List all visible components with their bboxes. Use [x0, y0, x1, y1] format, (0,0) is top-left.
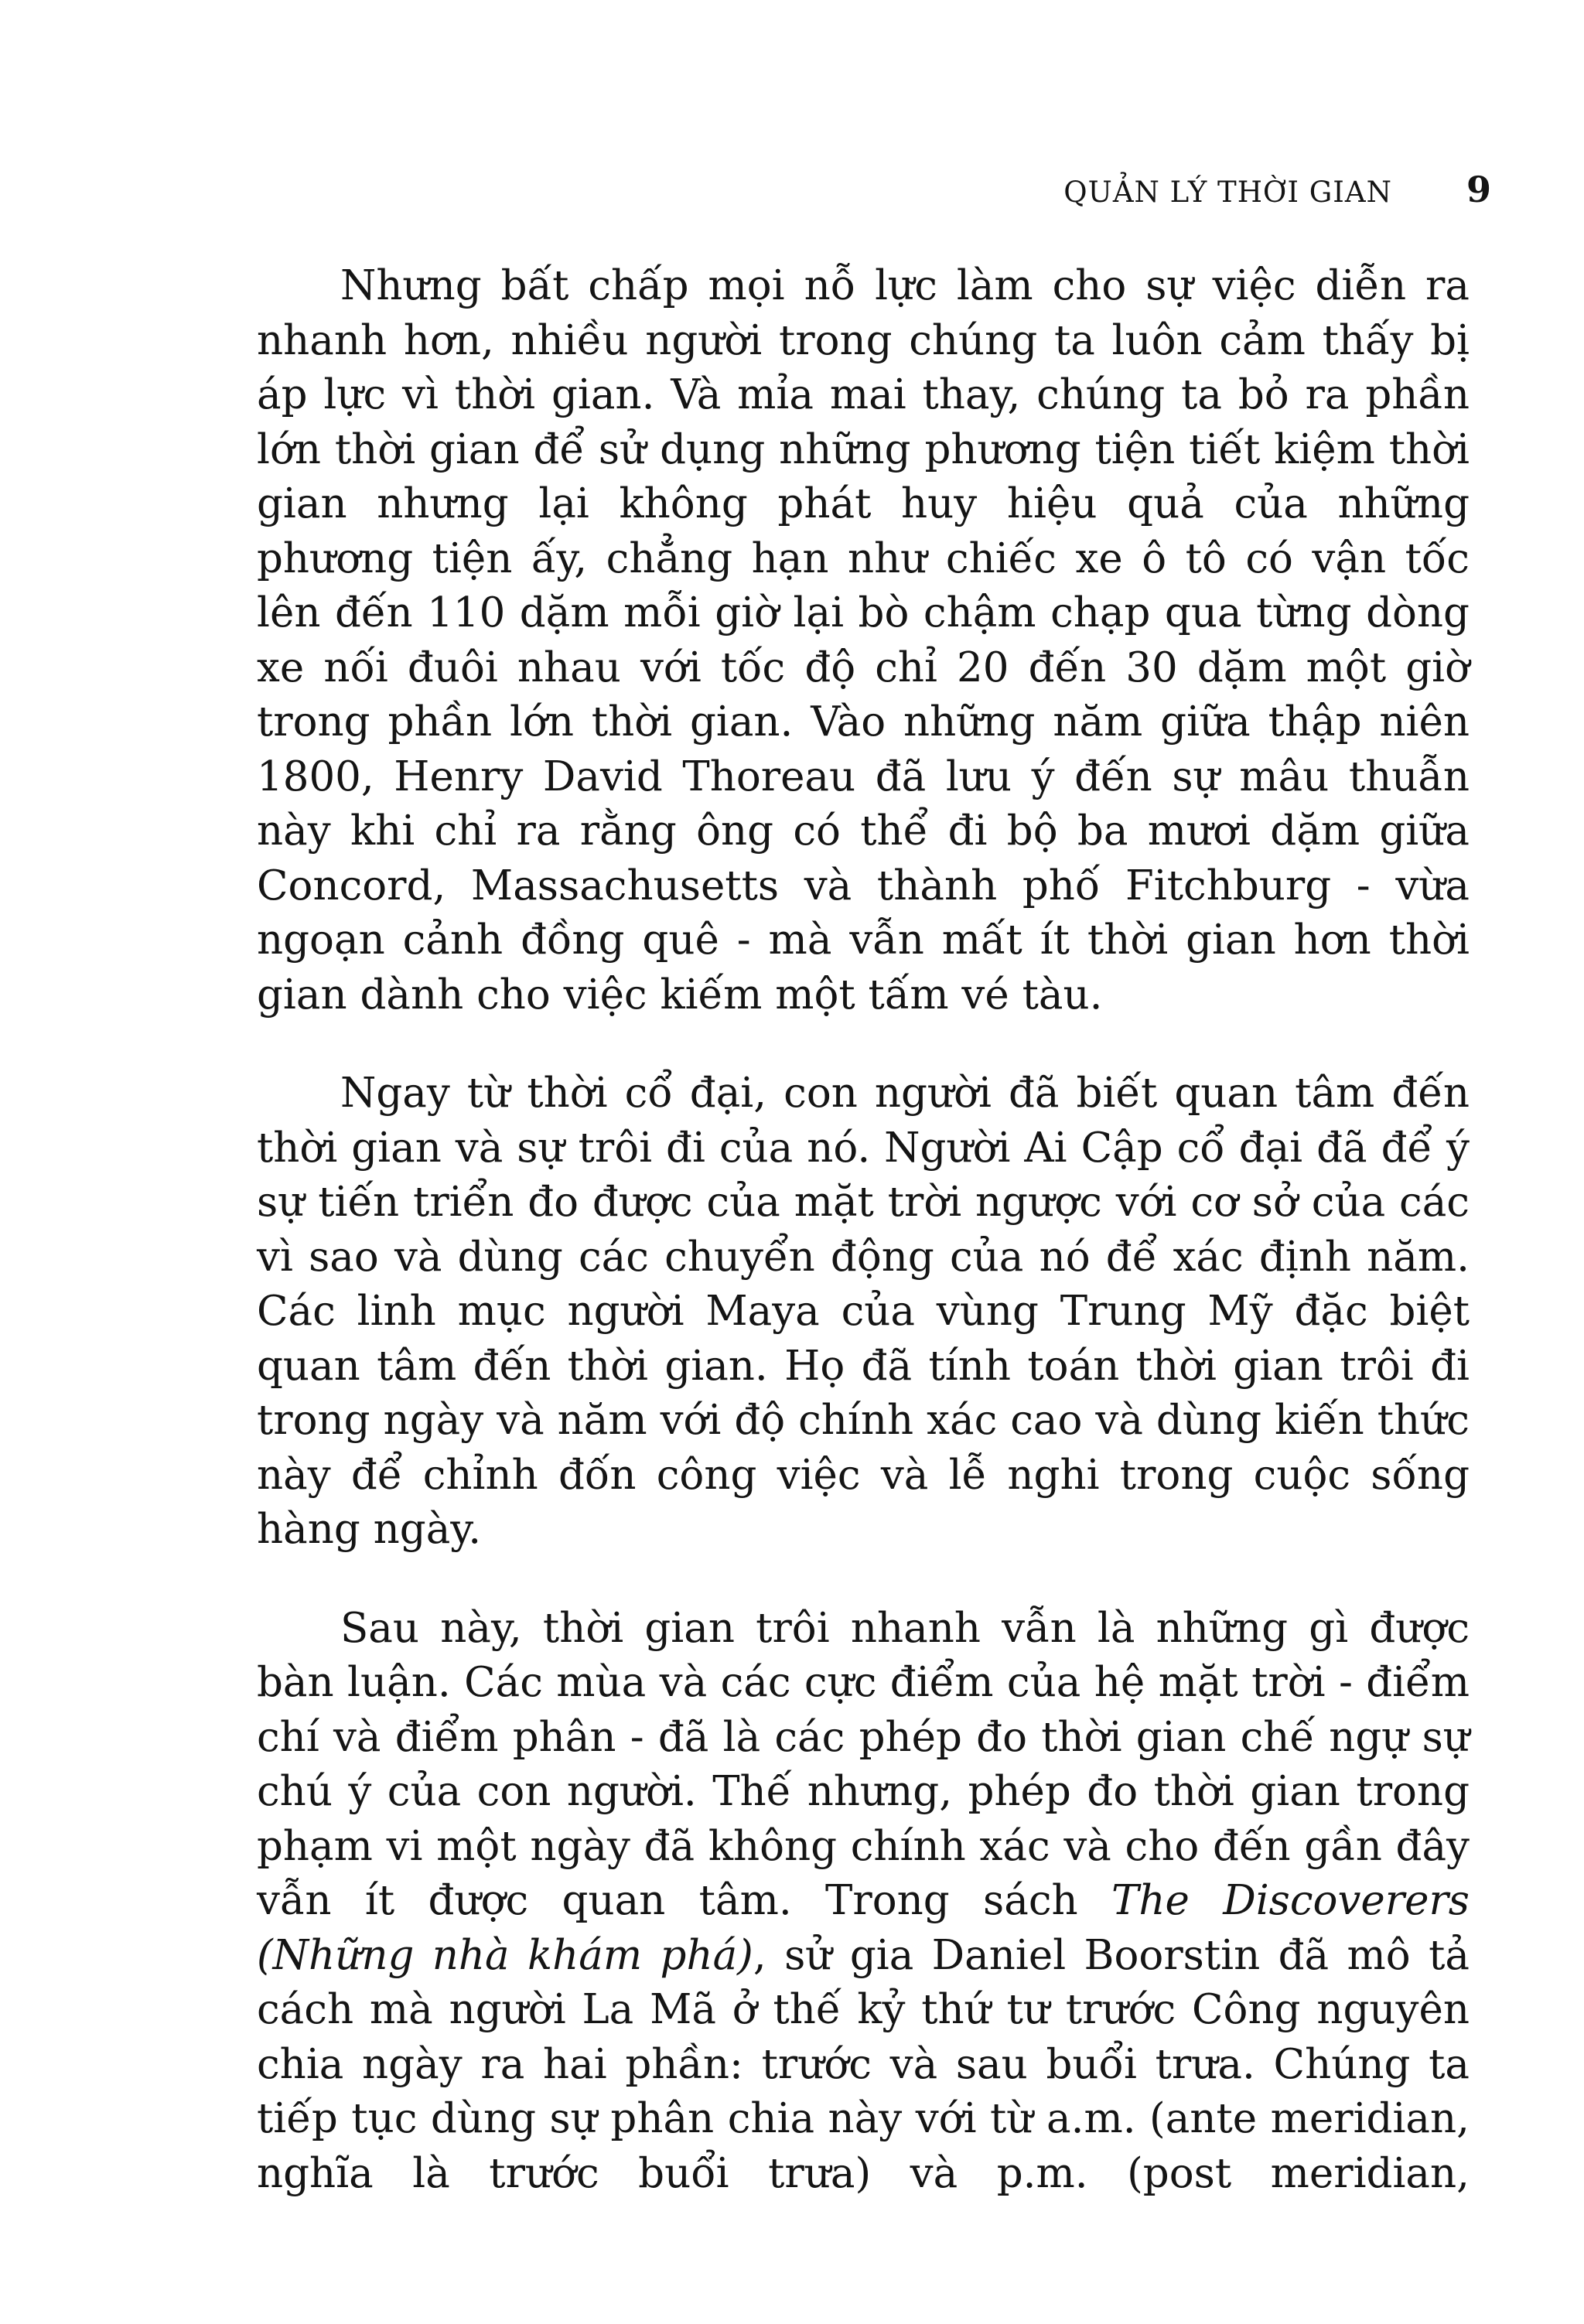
page-number: 9	[1466, 169, 1491, 210]
paragraph-2: Ngay từ thời cổ đại, con người đã biết quan tâm đến thời gian và sự trôi đi của nó. Người Ai Cập cổ đại đã để ý sự tiến triển đo được của mặt trời ngược với cơ sở của các vì sao và dùng các chuyển động của nó để xác định năm. Các linh mục người Maya của vùng Trung Mỹ đặc biệt quan tâm đến thời gian. Họ đã tính toán thời gian trôi đi trong ngày và năm với độ chính xác cao và dùng kiến thức này để chỉnh đốn công việc và lễ nghi trong cuộc sống hàng ngày.	[257, 1070, 1470, 1553]
running-header-title: QUẢN LÝ THỜI GIAN	[1063, 176, 1392, 209]
paragraph-3-text-before: Sau này, thời gian trôi nhanh vẫn là những gì được bàn luận. Các mùa và các cực điểm của hệ mặt trời - điểm chí và điểm phân - đã là các phép đo thời gian chế ngự sự chú ý của con người. Thế nhưng, phép đo thời gian trong phạm vi một ngày đã không chính xác và cho đến gần đây vẫn ít được quan tâm. Trong sách	[257, 1604, 1470, 1924]
paragraph-3	[257, 1602, 1470, 2202]
body-text	[257, 259, 1470, 2201]
paragraph-1: Nhưng bất chấp mọi nỗ lực làm cho sự việc diễn ra nhanh hơn, nhiều người trong chúng ta luôn cảm thấy bị áp lực vì thời gian. Và mỉa mai thay, chúng ta bỏ ra phần lớn thời gian để sử dụng những phương tiện tiết kiệm thời gian nhưng lại không phát huy hiệu quả của những phương tiện ấy, chẳng hạn như chiếc xe ô tô có vận tốc lên đến 110 dặm mỗi giờ lại bò chậm chạp qua từng dòng xe nối đuôi nhau với tốc độ chỉ 20 đến 30 dặm một giờ trong phần lớn thời gian. Vào những năm giữa thập niên 1800, Henry David Thoreau đã lưu ý đến sự mâu thuẫn này khi chỉ ra rằng ông có thể đi bộ ba mươi dặm giữa Concord, Massachusetts và thành phố Fitchburg - vừa ngoạn cảnh đồng quê - mà vẫn mất ít thời gian hơn thời gian dành cho việc kiếm một tấm vé tàu.	[257, 262, 1470, 1019]
book-title: The Discoverers (Những nhà khám phá)	[257, 1877, 1470, 1979]
running-header	[1063, 169, 1491, 210]
paragraph-3-text-after: , sử gia Daniel Boorstin đã mô tả cách mà người La Mã ở thế kỷ thứ tư trước Công nguyên chia ngày ra hai phần: trước và sau buổi trưa. Chúng ta tiếp tục dùng sự phân chia này với từ a.m. (ante meridian, nghĩa là trước buổi trưa) và p.m. (post meridian,	[257, 1931, 1470, 2197]
